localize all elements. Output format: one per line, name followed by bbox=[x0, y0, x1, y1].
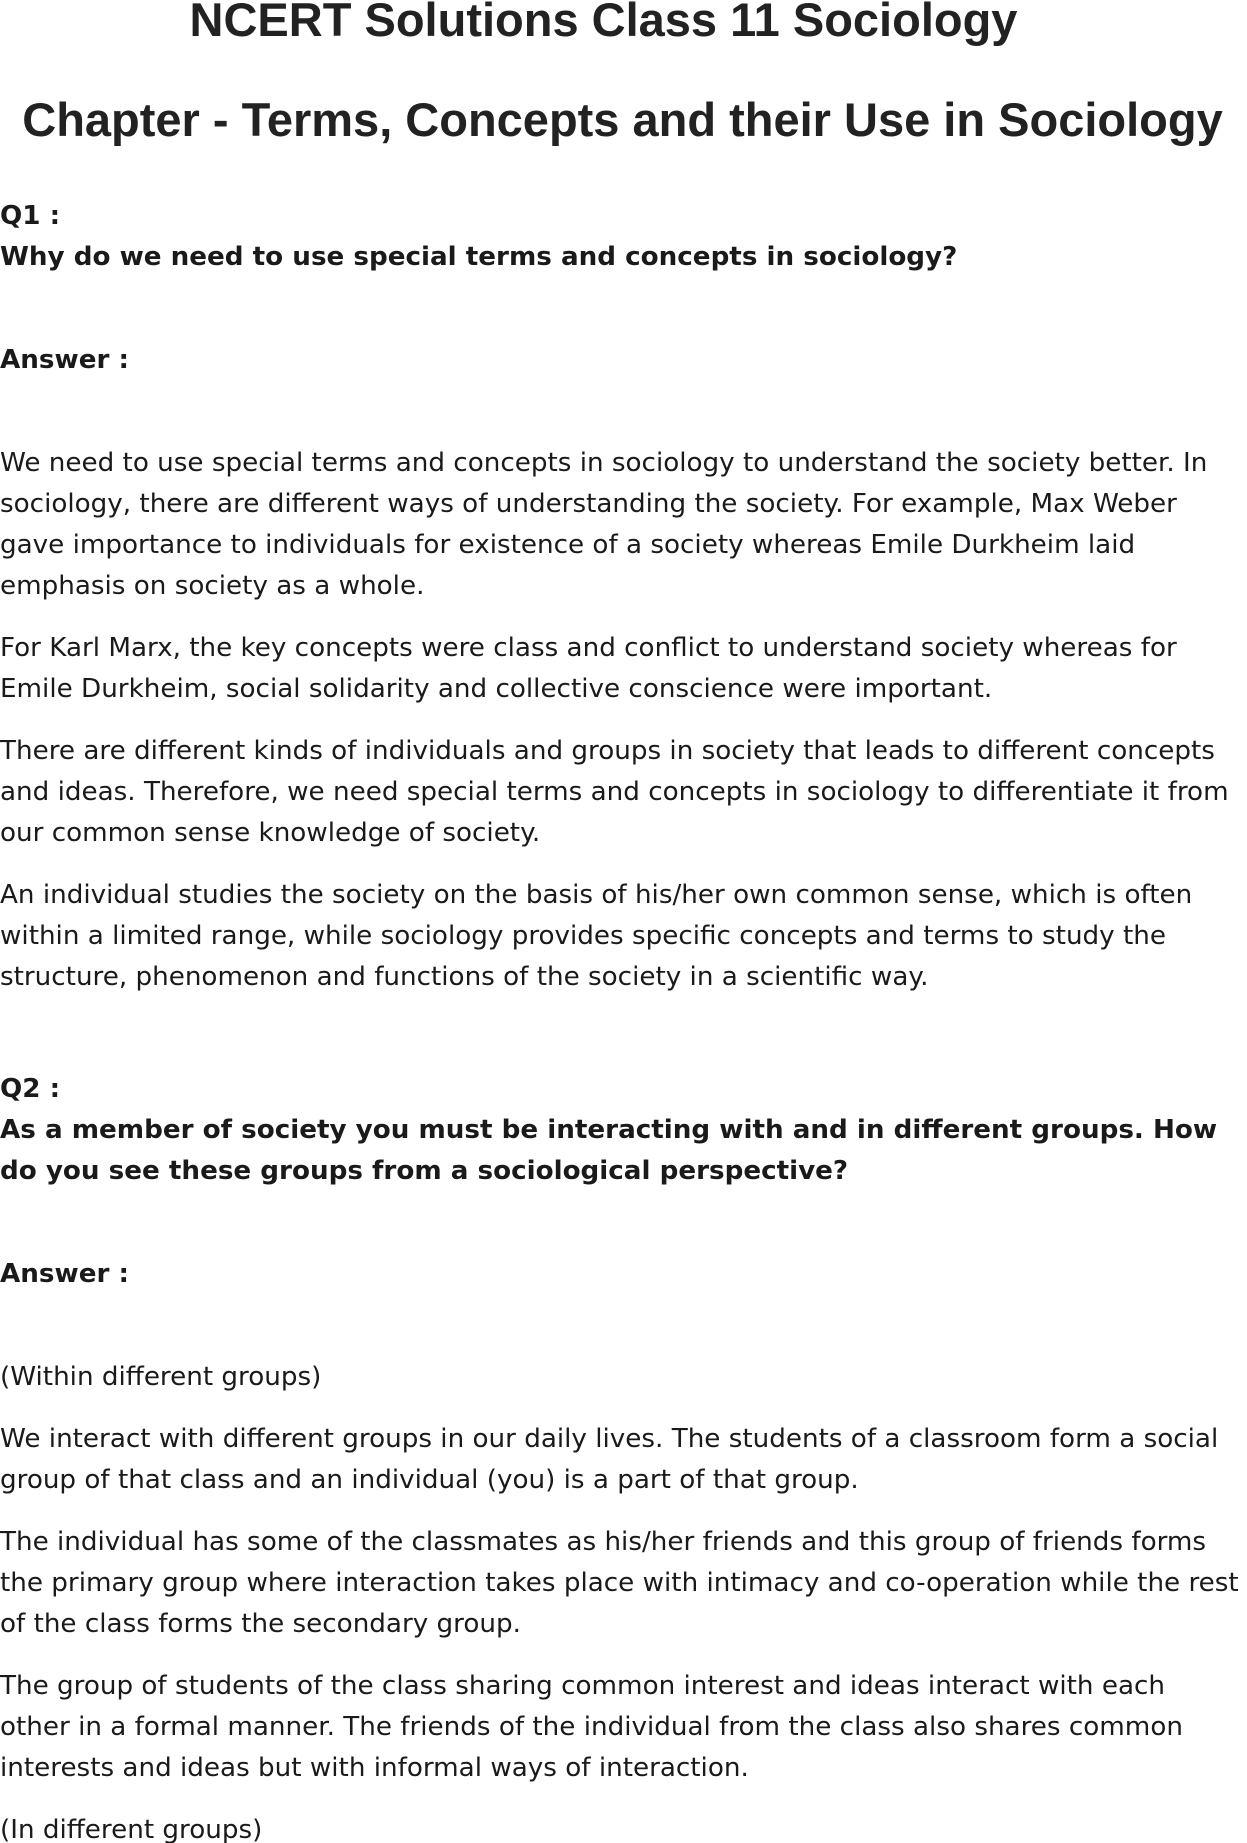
section-spacer bbox=[0, 1019, 1240, 1069]
answer-paragraph: (In different groups) bbox=[0, 1815, 263, 1843]
document-title: NCERT Solutions Class 11 Sociology bbox=[189, 0, 1018, 46]
answer-paragraph: (Within different groups) bbox=[0, 1362, 322, 1392]
chapter-title: Chapter - Terms, Concepts and their Use in Sociology bbox=[22, 93, 1223, 146]
answer-paragraph: We interact with different groups in our daily lives. The students of a classroom form a social group of that class and an individual (you) is a part of that group. bbox=[0, 1424, 1219, 1495]
answer-label: Answer : bbox=[0, 345, 129, 375]
document-body bbox=[0, 196, 1240, 1843]
answer-label: Answer : bbox=[0, 1259, 129, 1289]
answer-paragraph: An individual studies the society on the basis of his/her own common sense, which is often within a limited range, while sociology provides specific concepts and terms to study the structure, phenomenon and functions of the society in a scientific way. bbox=[0, 880, 1193, 992]
answer-paragraph: The individual has some of the classmates as his/her friends and this group of friends forms the primary group where interaction takes place with intimacy and co-operation while the rest of the class forms the secondary group. bbox=[0, 1527, 1239, 1639]
answer-paragraph: We need to use special terms and concepts in sociology to understand the society better. In sociology, there are different ways of understanding the society. For example, Max Weber gave importance to individuals for existence of a society whereas Emile Durkheim laid emphasis on society as a whole. bbox=[0, 448, 1208, 601]
answer-paragraph: The group of students of the class sharing common interest and ideas interact with each other in a formal manner. The friends of the individual from the class also shares common interests and ideas but with informal ways of interaction. bbox=[0, 1671, 1183, 1783]
answer-paragraph: For Karl Marx, the key concepts were class and conflict to understand society whereas for Emile Durkheim, social solidarity and collective conscience were important. bbox=[0, 633, 1177, 704]
question-block-1 bbox=[0, 196, 1240, 998]
answer-paragraph: There are different kinds of individuals and groups in society that leads to different concepts and ideas. Therefore, we need special terms and concepts in sociology to differentiate it from our common sense knowledge of society. bbox=[0, 736, 1229, 848]
question-text: Why do we need to use special terms and concepts in sociology? bbox=[0, 242, 958, 272]
question-block-2 bbox=[0, 1069, 1240, 1843]
question-number: Q1 : bbox=[0, 201, 61, 231]
question-number: Q2 : bbox=[0, 1074, 61, 1104]
question-text: As a member of society you must be interacting with and in different groups. How do you see these groups from a sociological perspective? bbox=[0, 1115, 1218, 1186]
